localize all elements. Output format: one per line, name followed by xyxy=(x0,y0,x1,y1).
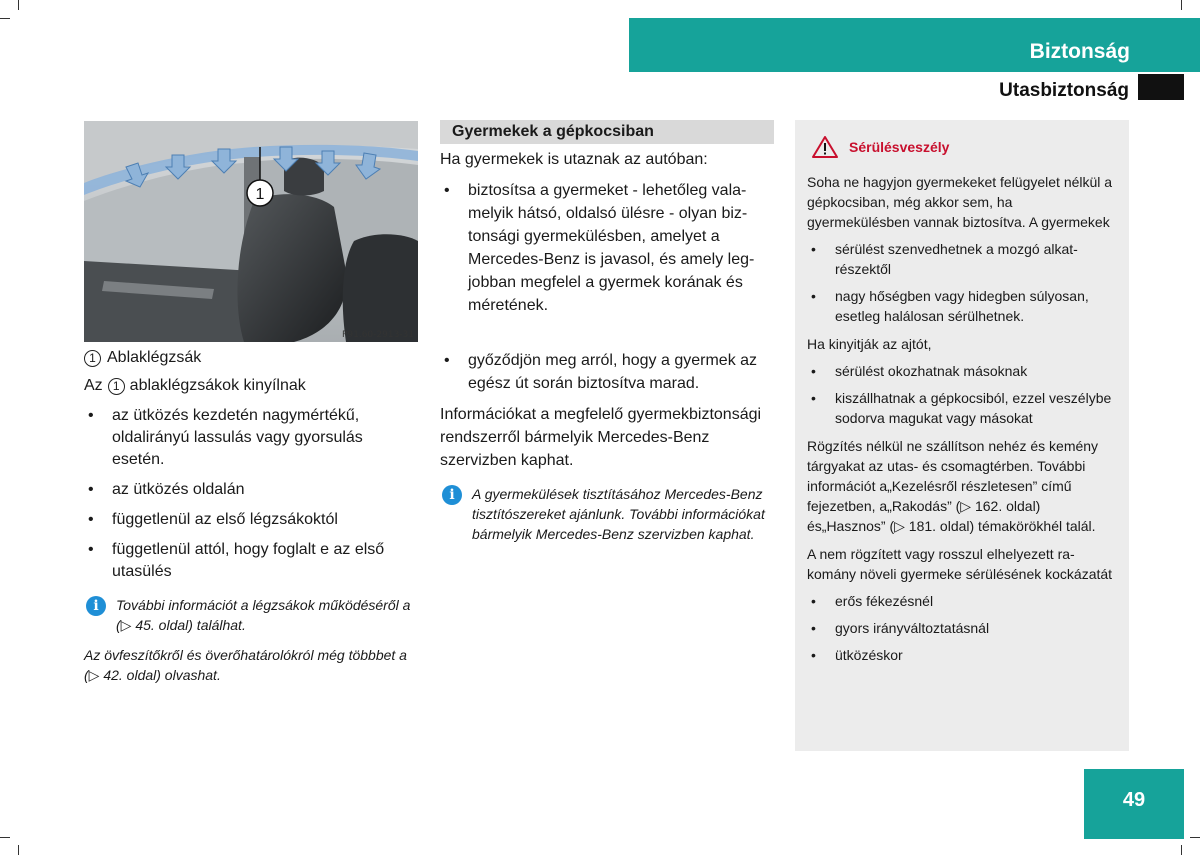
airbag-intro-suffix: ablaklégzsákok kinyílnak xyxy=(129,377,306,394)
children-heading: Gyermekek a gépkocsiban xyxy=(440,120,774,144)
crop-mark xyxy=(1181,845,1182,855)
list-item: • ütközéskor xyxy=(807,645,1117,665)
list-item: • nagy hőségben vagy hidegben súlyosan, esetleg halálosan sérülhetnek. xyxy=(807,286,1117,326)
callout-caption-row xyxy=(84,347,418,369)
list-item: • gyors irányváltoztatásnál xyxy=(807,618,1117,638)
list-item: • biztosítsa a gyermeket - lehetőleg valamelyik hátsó, oldalsó ülésre - olyan biztonsági gyermekülésben, amelyet a Mercedes-Benz is javasol, és amely legjobban megfelel a gyermek korának és méretének. xyxy=(440,179,774,317)
window-airbag-photo xyxy=(84,121,418,342)
warning-header xyxy=(807,130,1117,164)
list-item: • sérülést szenvedhetnek a mozgó alkatrészektől xyxy=(807,239,1117,279)
belt-tensioner-note: Az övfeszítőkről és överőhatárolókról még többbet a (▷ 42. oldal) olvashat. xyxy=(84,647,407,683)
middle-column xyxy=(440,120,774,544)
figure-code: P91.60-2913-31 xyxy=(341,330,414,340)
list-item: • kiszállhatnak a gépkocsiból, ezzel veszélybe sodorva magukat vagy másokat xyxy=(807,388,1117,428)
airbag-conditions-list xyxy=(84,405,418,583)
list-item: • az ütközés oldalán xyxy=(84,479,418,501)
list-item: • függetlenül az első légzsákoktól xyxy=(84,509,418,531)
info-icon: i xyxy=(86,596,106,616)
crop-mark xyxy=(18,0,19,10)
car-interior-illustration xyxy=(84,121,418,342)
warning-triangle-icon xyxy=(811,135,839,159)
children-list xyxy=(440,179,774,395)
callout-caption: Ablaklégzsák xyxy=(107,349,202,366)
section-title: Biztonság xyxy=(1029,40,1130,63)
section-tab-marker xyxy=(1138,74,1184,100)
children-intro: Ha gyermekek is utaznak az autóban: xyxy=(440,151,708,168)
crop-mark xyxy=(0,18,10,19)
cleaning-info-text: A gyermekülések tisztításához Mercedes-Benz tisztítószereket ajánlunk. További információkat bármelyik Mercedes-Benz szervizben kaphat. xyxy=(472,486,765,542)
callout-number-badge: 1 xyxy=(108,378,125,395)
subsection-title: Utasbiztonság xyxy=(999,80,1129,101)
page-number: 49 xyxy=(1084,769,1184,839)
airbag-intro-prefix: Az xyxy=(84,377,103,394)
airbag-intro xyxy=(84,375,418,397)
child-seat-info: Információkat a megfelelő gyermekbiztonsági rendszerről bármelyik Mercedes-Benz szervizben kaphat. xyxy=(440,406,762,469)
warning-intro: Soha ne hagyjon gyermekeket felügyelet nélkül a gépkocsiban, még akkor sem, ha gyermekülésben vannak biztosítva. A gyermekek xyxy=(807,174,1113,230)
figure-callout-number: 1 xyxy=(255,186,265,203)
list-item: • erős fékezésnél xyxy=(807,591,1117,611)
list-item: • függetlenül attól, hogy foglalt e az első utasülés xyxy=(84,539,418,583)
door-intro: Ha kinyitják az ajtót, xyxy=(807,336,932,352)
airbag-info-note xyxy=(84,595,418,635)
warning-title: Sérülésveszély xyxy=(849,139,950,155)
callout-number-badge: 1 xyxy=(84,350,101,367)
info-icon: i xyxy=(442,485,462,505)
crop-mark xyxy=(0,837,10,838)
list-item: • győződjön meg arról, hogy a gyermek az egész út során biztosítva marad. xyxy=(440,349,774,395)
cleaning-info-note xyxy=(440,484,774,544)
crop-mark xyxy=(18,845,19,855)
warning-list-3 xyxy=(807,591,1117,665)
warning-list-1 xyxy=(807,239,1117,326)
cargo-warning: Rögzítés nélkül ne szállítson nehéz és kemény tárgyakat az utas- és csomagtérben. További információt a„Kezelésről részletesen” című fejezetben, a„Rakodás” (▷ 162. oldal) és„Hasznos” (▷ 181. oldal) témakörökhél talál. xyxy=(807,438,1099,534)
list-item: • az ütközés kezdetén nagymértékű, oldalirányú lassulás vagy gyorsulás esetén. xyxy=(84,405,418,471)
section-banner xyxy=(629,18,1200,72)
cargo-risk: A nem rögzített vagy rosszul elhelyezett rakomány növeli gyermeke sérülésének kockázatát xyxy=(807,546,1113,582)
list-item: • sérülést okozhatnak másoknak xyxy=(807,361,1117,381)
warning-list-2 xyxy=(807,361,1117,428)
left-column xyxy=(84,121,418,685)
airbag-info-text: További információt a légzsákok működéséről a (▷ 45. oldal) találhat. xyxy=(116,597,411,633)
crop-mark xyxy=(1190,837,1200,838)
injury-warning-box xyxy=(795,120,1129,751)
crop-mark xyxy=(1181,0,1182,10)
